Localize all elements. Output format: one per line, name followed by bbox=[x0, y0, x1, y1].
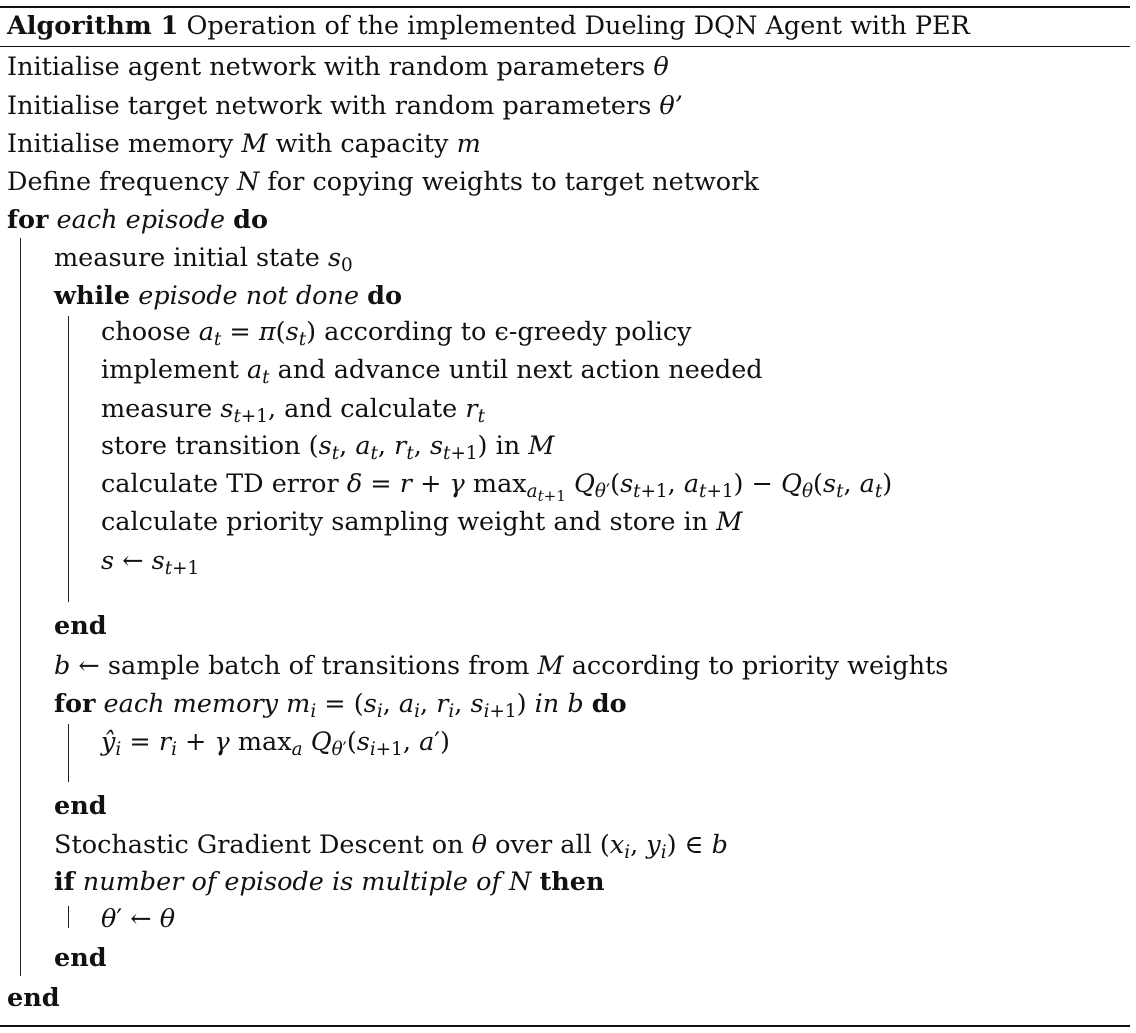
top-rule bbox=[0, 6, 1130, 8]
line-for-memory: for each memory $m_i = (s_i$, $a_i$, $r_i$, $s_{i+1}$) in b do bbox=[54, 689, 627, 723]
line-end-for-memory: end bbox=[54, 791, 107, 821]
line-end-for-episode: end bbox=[7, 983, 60, 1013]
caption-rule bbox=[0, 46, 1130, 47]
line-init-target: Initialise target network with random parameters θ’ bbox=[7, 91, 683, 121]
line-end-if: end bbox=[54, 943, 107, 973]
episode-loop-bar bbox=[20, 238, 21, 976]
algorithm-label: Algorithm 1 bbox=[7, 11, 179, 41]
algorithm-caption bbox=[7, 10, 970, 42]
while-loop-bar bbox=[68, 316, 69, 602]
line-init-memory: Initialise memory M with capacity m bbox=[7, 129, 481, 159]
line-measure-initial: measure initial state $s_0$ bbox=[54, 243, 353, 277]
line-store-transition: store transition ($s_t$, $a_t$, $r_t$, $s_{t+1}$) in M bbox=[101, 431, 555, 465]
line-state-update: s ← $s_{t+1}$ bbox=[101, 546, 200, 580]
line-if-copy: if number of episode is multiple of N then bbox=[54, 867, 605, 897]
line-copy-weights: θ′ ← θ bbox=[101, 904, 176, 934]
line-end-while: end bbox=[54, 611, 107, 641]
line-init-agent: Initialise agent network with random parameters θ bbox=[7, 52, 669, 82]
bottom-rule bbox=[0, 1025, 1130, 1027]
line-target-value: $ŷ_i = r_i + \gamma$ $\max_a Q_{\theta'}(s_{i+1}$, a′) bbox=[101, 727, 451, 761]
line-td-error: calculate TD error δ = r + γ $\max_{a_{t+1}} Q_{\theta'}(s_{t+1}$, $a_{t+1}) - Q_\theta(s_t$, $a_t$) bbox=[101, 469, 893, 506]
line-choose-action: choose $a_t = \pi(s_t)$ according to ϵ-greedy policy bbox=[101, 317, 692, 351]
line-priority-weight: calculate priority sampling weight and store in M bbox=[101, 507, 743, 537]
algorithm-title: Operation of the implemented Dueling DQN Agent with PER bbox=[186, 11, 970, 41]
memory-loop-bar bbox=[68, 724, 69, 782]
line-measure-state: measure $s_{t+1}$, and calculate $r_t$ bbox=[101, 394, 485, 428]
line-define-frequency: Define frequency N for copying weights to target network bbox=[7, 167, 759, 197]
line-implement-action: implement $a_t$ and advance until next action needed bbox=[101, 355, 763, 389]
line-for-episode: for each episode do bbox=[7, 205, 269, 235]
line-sample-batch: b ← sample batch of transitions from M according to priority weights bbox=[54, 651, 949, 681]
if-block-bar bbox=[68, 906, 69, 928]
line-sgd: Stochastic Gradient Descent on θ over all ($x_i$, $y_i$) ∈ b bbox=[54, 830, 728, 864]
line-while: while episode not done do bbox=[54, 281, 403, 311]
